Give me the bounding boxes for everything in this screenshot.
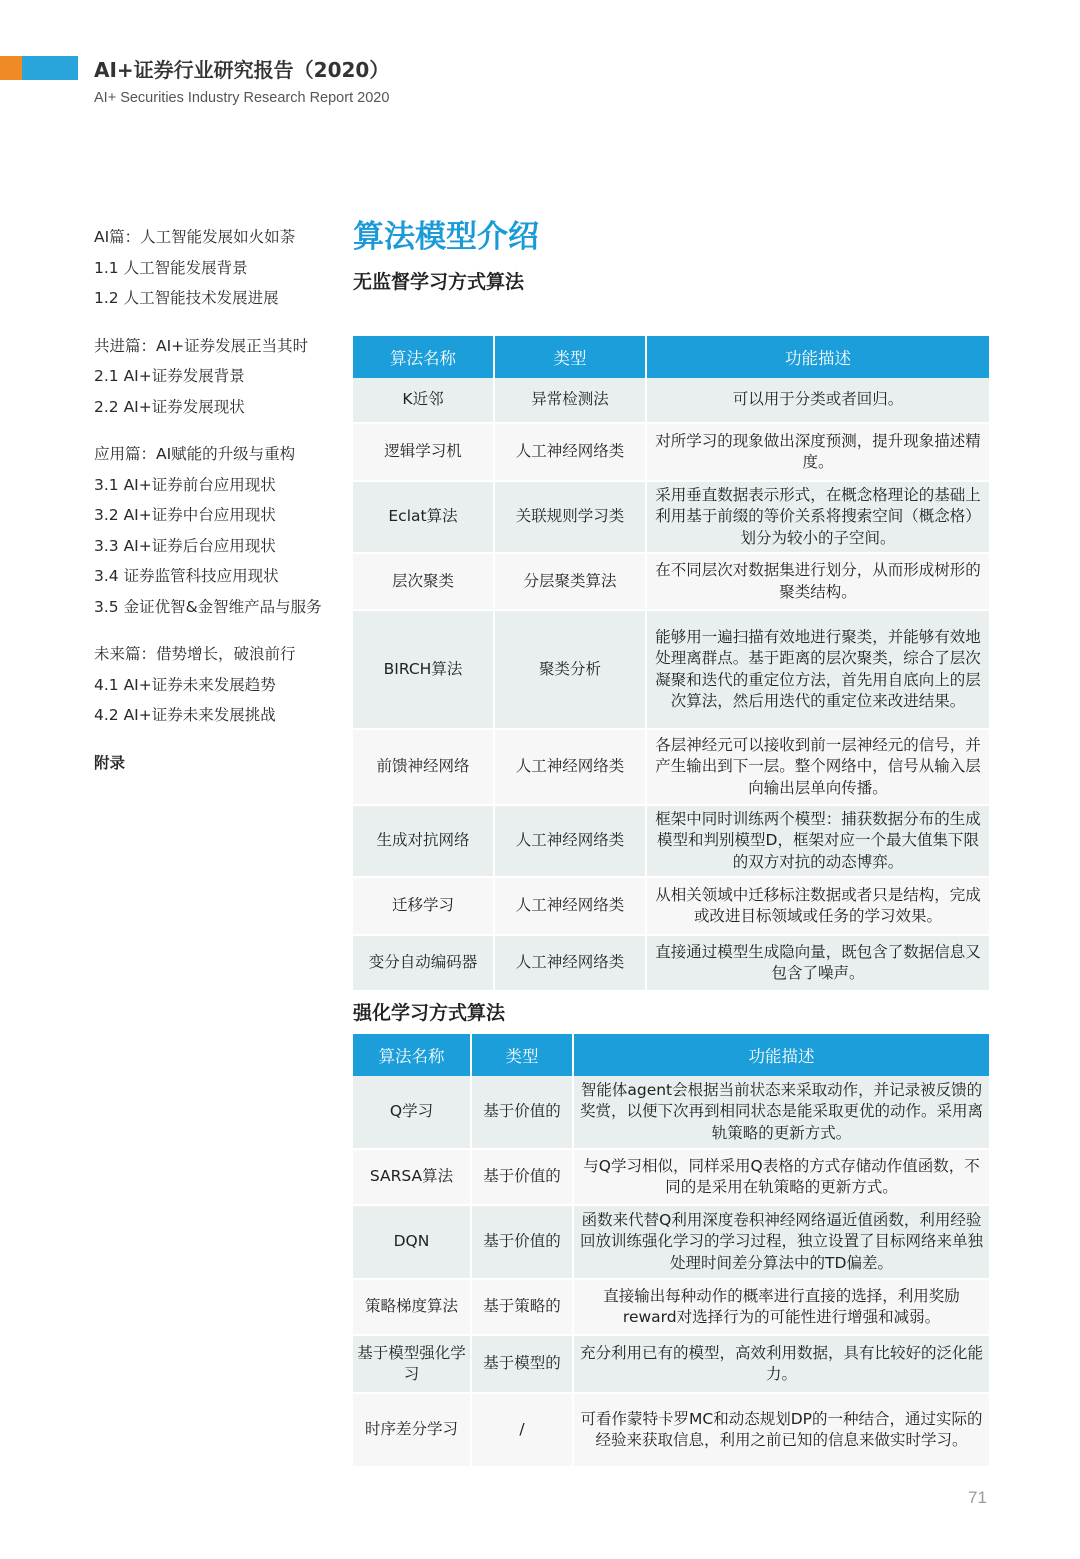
cell-description: 在不同层次对数据集进行划分，从而形成树形的聚类结构。 <box>647 554 989 611</box>
cell-type: 聚类分析 <box>495 611 647 730</box>
column-header-name: 算法名称 <box>353 336 495 378</box>
toc-item[interactable]: 未来篇：借势增长，破浪前行 <box>94 645 296 663</box>
cell-description: 各层神经元可以接收到前一层神经元的信号，并产生输出到下一层。整个网络中，信号从输入层向输出层单向传播。 <box>647 730 989 806</box>
cell-name: 层次聚类 <box>353 554 495 611</box>
cell-description: 可看作蒙特卡罗MC和动态规划DP的一种结合，通过实际的经验来获取信息，利用之前已知的信息来做实时学习。 <box>574 1394 989 1468</box>
cell-name: 变分自动编码器 <box>353 936 495 992</box>
reinforcement-section-title: 强化学习方式算法 <box>353 1002 506 1024</box>
table-header-row <box>353 1034 989 1076</box>
toc-item[interactable]: 1.1 人工智能发展背景 <box>94 258 248 277</box>
table-row <box>353 806 989 878</box>
cell-type: 人工神经网络类 <box>495 878 647 936</box>
toc-item[interactable]: 应用篇：AI赋能的升级与重构 <box>94 445 296 463</box>
cell-name: 逻辑学习机 <box>353 424 495 482</box>
toc-appendix[interactable]: 附录 <box>94 753 126 772</box>
toc-item[interactable]: 4.1 AI+证券未来发展趋势 <box>94 675 276 694</box>
table-row <box>353 1336 989 1394</box>
toc-item[interactable]: 3.4 证券监管科技应用现状 <box>94 567 279 585</box>
toc-item[interactable]: 3.5 金证优智&金智维产品与服务 <box>94 597 322 616</box>
table-header-row <box>353 336 989 378</box>
cell-type: 基于策略的 <box>472 1280 574 1336</box>
unsupervised-algorithm-table <box>353 336 989 992</box>
page-title: 算法模型介绍 <box>353 219 539 255</box>
column-header-description: 功能描述 <box>647 336 989 378</box>
cell-type: 人工神经网络类 <box>495 806 647 878</box>
toc-item[interactable]: 2.1 AI+证券发展背景 <box>94 367 245 385</box>
table-row <box>353 730 989 806</box>
toc-group-cooperation <box>94 331 349 423</box>
table-row <box>353 1394 989 1468</box>
table-row <box>353 1150 989 1206</box>
cell-name: 基于模型强化学习 <box>353 1336 472 1394</box>
cell-name: 迁移学习 <box>353 878 495 936</box>
table-row <box>353 554 989 611</box>
cell-type: 关联规则学习类 <box>495 482 647 554</box>
cell-description: 能够用一遍扫描有效地进行聚类，并能够有效地处理离群点。基于距离的层次聚类，综合了层次凝聚和迭代的重定位方法，首先用自底向上的层次算法，然后用迭代的重定位来改进结果。 <box>647 611 989 730</box>
cell-type: 基于价值的 <box>472 1150 574 1206</box>
cell-name: BIRCH算法 <box>353 611 495 730</box>
table-row <box>353 611 989 730</box>
cell-description: 对所学习的现象做出深度预测，提升现象描述精度。 <box>647 424 989 482</box>
toc-item[interactable]: 4.2 AI+证券未来发展挑战 <box>94 706 276 724</box>
cell-type: 分层聚类算法 <box>495 554 647 611</box>
toc-item[interactable]: 3.3 AI+证券后台应用现状 <box>94 536 276 555</box>
cell-type: 异常检测法 <box>495 378 647 424</box>
cell-name: DQN <box>353 1206 472 1280</box>
cell-type: 人工神经网络类 <box>495 730 647 806</box>
table-row <box>353 1280 989 1336</box>
header-accent-blue <box>22 56 78 80</box>
toc-group-application <box>94 439 349 622</box>
cell-name: Q学习 <box>353 1076 472 1150</box>
main-content <box>353 212 989 1468</box>
cell-description: 框架中同时训练两个模型：捕获数据分布的生成模型和判别模型D，框架对应一个最大值集下限的双方对抗的动态博弈。 <box>647 806 989 878</box>
column-header-type: 类型 <box>495 336 647 378</box>
toc-group-future <box>94 639 349 731</box>
column-header-name: 算法名称 <box>353 1034 472 1076</box>
cell-type: 基于模型的 <box>472 1336 574 1394</box>
cell-description: 采用垂直数据表示形式，在概念格理论的基础上利用基于前缀的等价关系将搜索空间（概念格）划分为较小的子空间。 <box>647 482 989 554</box>
cell-name: Eclat算法 <box>353 482 495 554</box>
toc-item[interactable]: AI篇：人工智能发展如火如荼 <box>94 228 296 246</box>
cell-description: 从相关领域中迁移标注数据或者只是结构，完成或改进目标领域或任务的学习效果。 <box>647 878 989 936</box>
cell-type: / <box>472 1394 574 1468</box>
column-header-type: 类型 <box>472 1034 574 1076</box>
cell-name: 策略梯度算法 <box>353 1280 472 1336</box>
cell-description: 充分利用已有的模型，高效利用数据，具有比较好的泛化能力。 <box>574 1336 989 1394</box>
cell-name: 生成对抗网络 <box>353 806 495 878</box>
table-of-contents <box>94 222 349 778</box>
unsupervised-section-title: 无监督学习方式算法 <box>353 271 525 293</box>
cell-description: 智能体agent会根据当前状态来采取动作，并记录被反馈的奖赏，以便下次再到相同状态是能采取更优的动作。采用离轨策略的更新方式。 <box>574 1076 989 1150</box>
cell-description: 直接通过模型生成隐向量，既包含了数据信息又包含了噪声。 <box>647 936 989 992</box>
cell-description: 直接输出每种动作的概率进行直接的选择，利用奖励reward对选择行为的可能性进行增强和减弱。 <box>574 1280 989 1336</box>
cell-type: 基于价值的 <box>472 1076 574 1150</box>
cell-description: 与Q学习相似，同样采用Q表格的方式存储动作值函数，不同的是采用在轨策略的更新方式。 <box>574 1150 989 1206</box>
cell-type: 人工神经网络类 <box>495 936 647 992</box>
table-row <box>353 378 989 424</box>
toc-item[interactable]: 2.2 AI+证券发展现状 <box>94 397 245 416</box>
table-row <box>353 424 989 482</box>
table-row <box>353 1076 989 1150</box>
table-row <box>353 1206 989 1280</box>
report-title: AI+证券行业研究报告（2020） <box>94 58 390 82</box>
cell-type: 基于价值的 <box>472 1206 574 1280</box>
table-row <box>353 936 989 992</box>
reinforcement-algorithm-table <box>353 1034 989 1468</box>
cell-description: 可以用于分类或者回归。 <box>647 378 989 424</box>
page-number: 71 <box>968 1488 987 1507</box>
cell-name: 前馈神经网络 <box>353 730 495 806</box>
column-header-description: 功能描述 <box>574 1034 989 1076</box>
cell-description: 函数来代替Q利用深度卷积神经网络逼近值函数，利用经验回放训练强化学习的学习过程，独立设置了目标网络来单独处理时间差分算法中的TD偏差。 <box>574 1206 989 1280</box>
toc-group-ai <box>94 222 349 314</box>
toc-item[interactable]: 共进篇：AI+证券发展正当其时 <box>94 336 309 355</box>
toc-item[interactable]: 1.2 人工智能技术发展进展 <box>94 289 279 307</box>
table-row <box>353 482 989 554</box>
cell-name: 时序差分学习 <box>353 1394 472 1468</box>
cell-name: SARSA算法 <box>353 1150 472 1206</box>
toc-item[interactable]: 3.1 AI+证券前台应用现状 <box>94 475 276 494</box>
cell-name: K近邻 <box>353 378 495 424</box>
toc-item[interactable]: 3.2 AI+证券中台应用现状 <box>94 506 276 524</box>
report-subtitle: AI+ Securities Industry Research Report 2020 <box>94 90 390 106</box>
cell-type: 人工神经网络类 <box>495 424 647 482</box>
table-row <box>353 878 989 936</box>
header-accent-orange <box>0 56 22 80</box>
